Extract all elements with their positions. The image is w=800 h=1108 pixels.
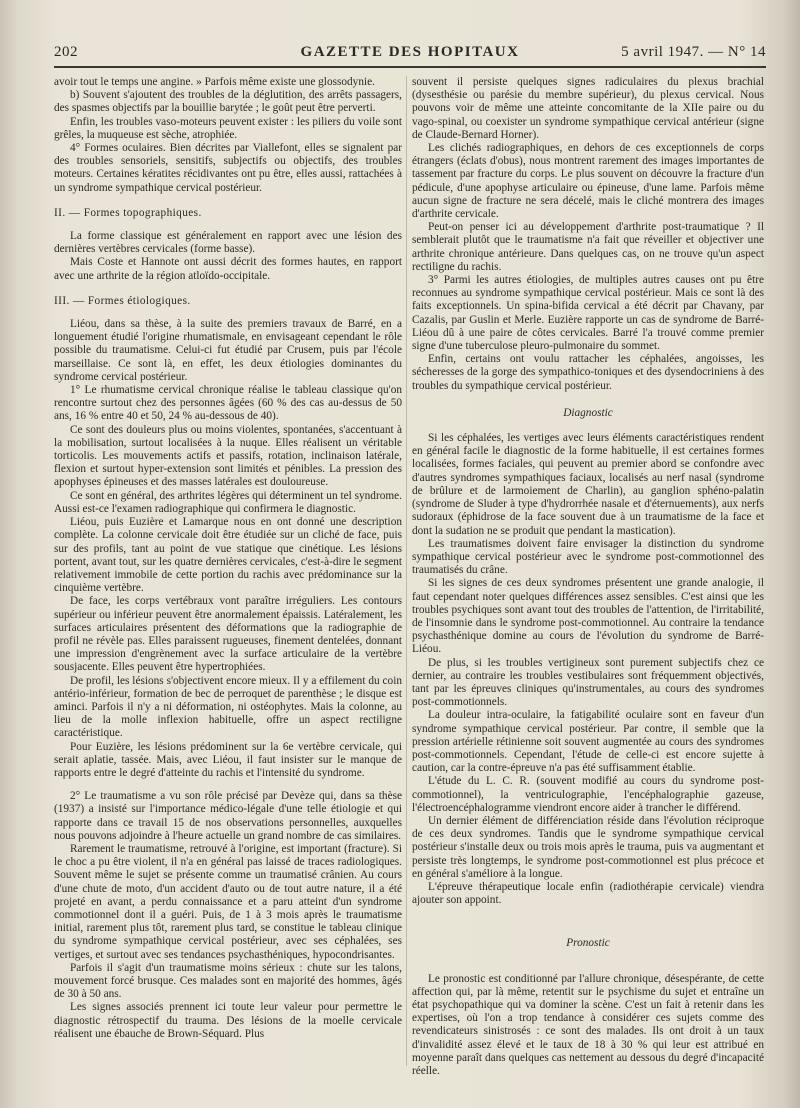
section-heading: III. — Formes étiologiques. <box>54 294 191 307</box>
paragraph: Si les céphalées, les vertiges avec leurs éléments caractéristiques rendent en général facile le diagnostic de la forme habituelle, il est certaines formes localisées, formes faciales, qui peuvent au premier abord se confondre avec d'autres syndromes sympathiques faciaux, localisés au nerf nasal (syndrome de brûlure et de larmoiement de Charlin), au ganglion sphéno-palatin (syndrome de Sluder à type d'hydrorrhée nasale et d'éternuements), aux nerfs sudoraux (éphidrose de la face souvent due à un traumatisme de la face et dont la sudation ne se produit que pendant la mastication). <box>412 432 764 537</box>
paragraph: La douleur intra-oculaire, la fatigabilité oculaire sont en faveur d'un syndrome sympathique cervical postérieur. Par contre, il semble que la pression artérielle rétinienne soit souvent augmentée au cours des syndromes post-commotionnels. Cependant, l'étude de celle-ci est encore sujette à caution, car la contre-épreuve n'a pas été suffisamment établie. <box>412 709 764 775</box>
paragraph: Ce sont des douleurs plus ou moins violentes, spontanées, s'accentuant à la mobilisation, surtout localisées à la nuque. Elles réalisent un véritable torticolis. Les mouvements actifs et passifs, rotation, inclinaison latérale, flexion et surtout hyper-extension sont limités et pénibles. La pression des apophyses épineuses et des masses latérales est douloureuse. <box>54 423 402 489</box>
spacer <box>412 963 764 973</box>
paragraph: Les signes associés prennent ici toute leur valeur pour permettre le diagnostic rétrospectif du trauma. Des lésions de la moelle cervicale réalisent une ébauche de Brown-Séquard. Plus <box>54 1001 402 1040</box>
paragraph: L'étude du L. C. R. (souvent modifié au cours du syndrome post-commotionnel), la ventriculographie, l'encéphalographie gazeuse, l'électroencéphalogramme viendront encore aider à trancher le différend. <box>412 775 764 814</box>
issue-date: 5 avril 1947. — N° 14 <box>621 44 766 60</box>
paragraph: Liéou, puis Euzière et Lamarque nous en ont donné une description complète. La colonne cervicale doit être étudiée sur un cliché de face, puis sur des profils, tant au point de vue statique que cinétique. Les lésions portent, avant tout, sur les quatre dernières cervicales, c'est-à-dire le segment relativement immobile de cette portion du rachis avec prédominance sur la cinquième vertèbre. <box>54 516 402 595</box>
page-number: 202 <box>54 44 78 60</box>
paragraph: souvent il persiste quelques signes radiculaires du plexus brachial (dysesthésie ou parésie du membre supérieur), du plexus cervical. Nous pouvons voir de même une atteinte concomitante de la XIIe paire ou du vago-spinal, ou coexister un syndrome sympathique cervical antérieur (signe de Claude-Bernard Horner). <box>412 76 764 141</box>
paragraph: De profil, les lésions s'objectivent encore mieux. Il y a effilement du coin antério-inférieur, formation de bec de perroquet de parenthèse ; le disque est aminci. Parfois il n'y a ni déformation, ni ostéophytes. Mais la colonne, au lieu de la molle inflexion habituelle, offre un aspect rectiligne caractéristique. <box>54 674 402 740</box>
paragraph: Les clichés radiographiques, en dehors de ces exceptionnels de corps étrangers (éclats d'obus), nous montrent rarement des images importantes de tassement par fracture du corps. Le plus souvent on découvre la fracture d'un pédicule, d'une apophyse articulaire ou épineuse, d'une lame. Parfois même aucun signe de fracture ne sera décelé, mais le cliché montrera des images d'arthrite cervicale. <box>412 142 764 221</box>
paragraph: De face, les corps vertébraux vont paraître irréguliers. Les contours supérieur ou inférieur peuvent être anormalement épaissis. Latéralement, les surfaces articulaires présentent des déformations que la radiographie de profil ne révèle pas. Elles paraissent rugueuses, finement dentelées, donnant une impression d'engrènement avec la surface articulaire de la vertèbre sousjacente. Elles peuvent être hypertrophiées. <box>54 595 402 674</box>
paragraph: L'épreuve thérapeutique locale enfin (radiothérapie cervicale) viendra ajouter son appoint. <box>412 880 764 907</box>
paragraph: 1° Le rhumatisme cervical chronique réalise le tableau classique qu'on rencontre surtout chez des personnes âgées (60 % des cas au-dessus de 50 ans, 16 % entre 40 et 50, 24 % au-dessous de 40). <box>54 384 402 423</box>
paragraph: Parfois il s'agit d'un traumatisme moins sérieux : chute sur les talons, mouvement forcé brusque. Ces malades sont en majorité des hommes, âgés de 30 à 50 ans. <box>54 961 402 1001</box>
paragraph: 2° Le traumatisme a vu son rôle précisé par Devèze qui, dans sa thèse (1937) a insisté sur l'importance médico-légale d'une telle étiologie et qui rapporte dans ce travail 15 de nos observations personnelles, auxquelles nous pouvons adjoindre à l'heure actuelle un grand nombre de cas similaires. <box>54 790 402 842</box>
paragraph: Enfin, certains ont voulu rattacher les céphalées, angoisses, les sécheresses de la gorge des sympathico-toniques et des dysendocriniens à des troubles du sympathique cervical postérieur. <box>412 353 764 392</box>
page-header <box>54 42 766 68</box>
paragraph: Rarement le traumatisme, retrouvé à l'origine, est important (fracture). Si le choc a pu être violent, il n'a en général pas laissé de traces radiologiques. Souvent même le sujet se présente comme un traumatisé crânien. Au cours d'une chute de moto, d'un accident d'auto ou de tout autre nature, il a été projeté en avant, a perdu connaissance et a paru atteint d'un syndrome commotionnel dont il a guéri. Puis, de 1 à 3 mois après le traumatisme initial, rarement plus tôt, rarement plus tard, se constitue le tableau clinique du syndrome sympathique cervical postérieur, avec ses céphalées, ses vertiges, et surtout avec ses tendances psychasthéniques, hypocondrisantes. <box>54 842 402 961</box>
paragraph: Si les signes de ces deux syndromes présentent une grande analogie, il faut cependant noter quelques différences assez sensibles. C'est ainsi que les troubles psychiques sont avant tout des troubles de l'attention, de l'irritabilité, de l'insomnie dans le syndrome post-commotionnel. Au contraire la tendance psychasthénique domine au cours de l'évolution du syndrome de Barré-Liéou. <box>412 577 764 656</box>
paragraph: Enfin, les troubles vaso-moteurs peuvent exister : les piliers du voile sont grêles, la muqueuse est sèche, atrophiée. <box>54 115 402 141</box>
section-heading-diagnostic: Diagnostic <box>563 406 613 419</box>
paragraph: Un dernier élément de différenciation réside dans l'évolution réciproque de ces deux syndromes. Tandis que le syndrome sympathique cervical postérieur s'installe deux ou trois mois après le trauma, puis va augmentant et persiste très longtemps, le syndrome post-commotionnel est plus précoce et en général s'améliore à la longue. <box>412 814 764 880</box>
paragraph: Peut-on penser ici au développement d'arthrite post-traumatique ? Il semblerait plutôt que le traumatisme n'a fait que réveiller et objectiver une arthrite chronique antérieure. Dans quelques cas, on ne trouve qu'un aspect rectiligne du rachis. <box>412 221 764 273</box>
paragraph: La forme classique est généralement en rapport avec une lésion des dernières vertèbres cervicales (forme basse). <box>54 230 402 256</box>
paragraph: b) Souvent s'ajoutent des troubles de la déglutition, des arrêts passagers, des spasmes objectifs par la bouillie barytée ; le goût peut être perverti. <box>54 89 402 115</box>
spacer <box>54 780 402 790</box>
paragraph: avoir tout le temps une angine. » Parfois même existe une glossodynie. <box>54 76 375 88</box>
paragraph: Mais Coste et Hannote ont aussi décrit des formes hautes, en rapport avec une arthrite de la région atloïdo-occipitale. <box>54 256 402 282</box>
journal-title: GAZETTE DES HOPITAUX <box>300 44 520 60</box>
right-column <box>412 76 764 1078</box>
section-heading: II. — Formes topographiques. <box>54 206 202 219</box>
paragraph: Les traumatismes doivent faire envisager la distinction du syndrome sympathique cervical postérieur avec le syndrome post-commotionnel des traumatisés du crâne. <box>412 537 764 577</box>
paragraph: 3° Parmi les autres étiologies, de multiples autres causes ont pu être reconnues au syndrome sympathique cervical postérieur. Mais ce sont là des faits exceptionnels. Un spina-bifida cervical a été décrit par Chavany, par Cazalis, par Guslin et Merle. Euzière rapporte un cas de syndrome de Barré-Liéou dû à une paire de côtes cervicales. Barré l'a trouvé comme premier signe d'une tuberculose pleuro-pulmonaire du sommet. <box>412 274 764 353</box>
column-divider <box>406 76 407 1066</box>
paragraph: Ce sont en général, des arthrites légères qui déterminent un tel syndrome. Aussi est-ce l'examen radiographique qui confirmera le diagnostic. <box>54 489 402 515</box>
paragraph: Liéou, dans sa thèse, à la suite des premiers travaux de Barré, en a longuement étudié l'origine rhumatismale, en envisageant cependant le rôle possible du traumatisme. Celui-ci fut étudié par Crusem, puis par l'école marseillaise. Ce sont là, en effet, les deux étiologies dominantes du syndrome cervical postérieur. <box>54 318 402 383</box>
paragraph: Pour Euzière, les lésions prédominent sur la 6e vertèbre cervicale, qui serait aplatie, tassée. Mais, avec Liéou, il faut insister sur le manque de rapports entre le degré d'atteinte du rachis et l'intensité du syndrome. <box>54 740 402 779</box>
paragraph: 4° Formes oculaires. Bien décrites par Viallefont, elles se signalent par des troubles sensoriels, sensitifs, subjectifs ou objectifs, des troubles moteurs. Certaines kératites récidivantes ont pu être, elles aussi, rattachées à un syndrome sympathique cervical postérieur. <box>54 142 402 194</box>
section-heading-pronostic: Pronostic <box>566 937 610 950</box>
spacer <box>412 907 764 923</box>
left-column <box>54 76 402 1041</box>
paragraph: De plus, si les troubles vertigineux sont purement subjectifs chez ce dernier, au contraire les troubles vestibulaires sont fréquemment objectivés, tant par les épreuves cliniques qu'instrumentales, au cours des syndromes post-commotionnels. <box>412 656 764 709</box>
paragraph: Le pronostic est conditionné par l'allure chronique, désespérante, de cette affection qui, par là même, retentit sur le psychisme du sujet et entraîne un état psychopathique qui va dominer la scène. C'est un fait à retenir dans les expertises, où l'on a trop tendance à considérer ces sujets comme des revendicateurs sinistrosés : ce sont des malades. Ils ont droit à un taux d'invalidité assez élevé et le taux de 18 à 30 % qui leur est attribué en moyenne paraît dans quelques cas nettement au dessous du degré d'incapacité réelle. <box>412 972 764 1078</box>
